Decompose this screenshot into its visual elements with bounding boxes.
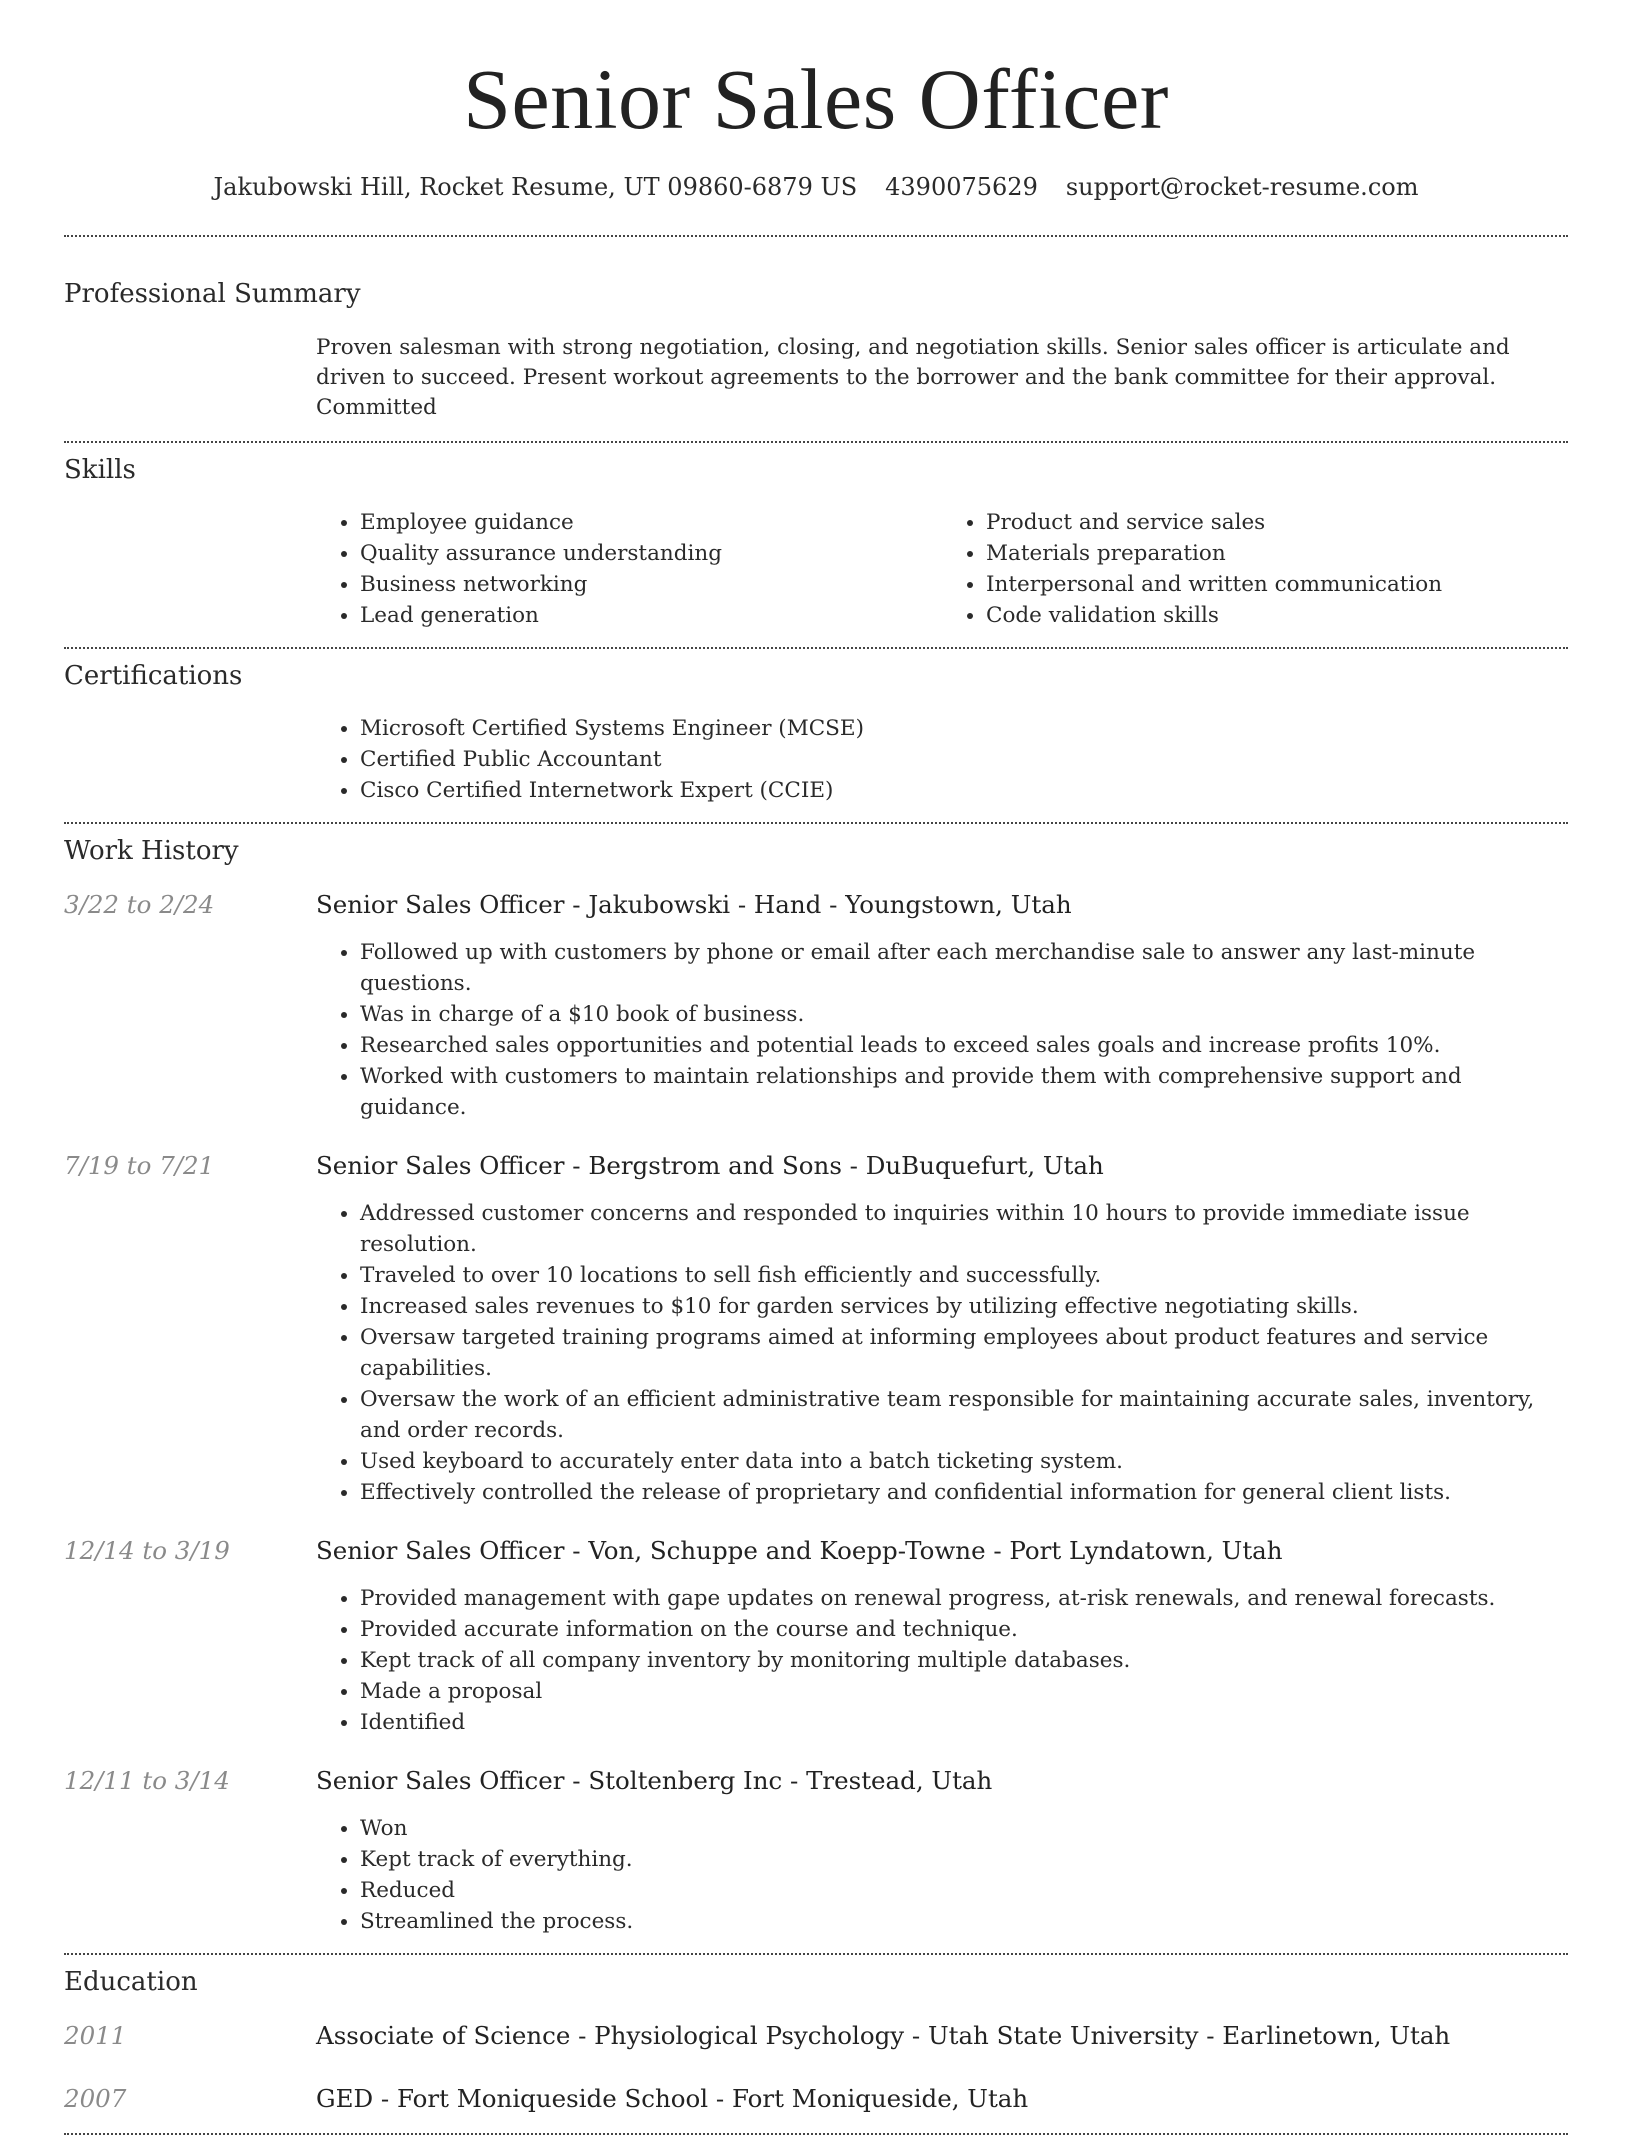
job-entry (64, 1151, 1568, 1508)
divider (64, 2133, 1568, 2135)
list-item: • Identified (360, 1707, 1495, 1738)
list-item: • Worked with customers to maintain relationships and provide them with comprehensive support and guidance. (360, 1061, 1568, 1123)
list-item: • Won (360, 1813, 992, 1844)
skills-heading: Skills (64, 454, 136, 485)
list-item: • Followed up with customers by phone or email after each merchandise sale to answer any last-minute questions. (360, 937, 1568, 999)
job-bullets (316, 1813, 992, 1937)
job-bullets (316, 1198, 1568, 1508)
list-item: • Lead generation (360, 600, 942, 631)
list-item: • Traveled to over 10 locations to sell fish efficiently and successfully. (360, 1260, 1568, 1291)
job-body (316, 1536, 1495, 1738)
summary-heading: Professional Summary (64, 278, 361, 309)
list-item: • Business networking (360, 569, 942, 600)
list-item: • Was in charge of a $10 book of business. (360, 999, 1568, 1030)
page-title: Senior Sales Officer (463, 51, 1169, 147)
list-item: • Oversaw the work of an efficient administrative team responsible for maintaining accurate sales, inventory, and order records. (360, 1384, 1568, 1446)
divider (64, 647, 1568, 649)
contact-line (64, 173, 1568, 201)
job-body (316, 1766, 992, 1937)
job-entry (64, 890, 1568, 1123)
job-dates: 12/11 to 3/14 (64, 1765, 230, 1795)
list-item: • Provided management with gape updates on renewal progress, at-risk renewals, and renewal forecasts. (360, 1583, 1495, 1614)
education-title: Associate of Science - Physiological Psychology - Utah State University - Earlinetown, Utah (316, 2020, 1451, 2050)
contact-address: Jakubowski Hill, Rocket Resume, UT 09860-6879 US (213, 172, 858, 201)
list-item: • Oversaw targeted training programs aimed at informing employees about product features and service capabilities. (360, 1322, 1568, 1384)
divider (64, 1953, 1568, 1955)
education-year: 2011 (64, 2020, 127, 2050)
contact-email: support@rocket-resume.com (1065, 172, 1419, 201)
job-bullets (316, 937, 1568, 1123)
list-item: • Materials preparation (986, 538, 1568, 569)
list-item: • Microsoft Certified Systems Engineer (MCSE) (360, 713, 1568, 744)
list-item: • Code validation skills (986, 600, 1568, 631)
education-entry (64, 2084, 1568, 2113)
job-title: Senior Sales Officer - Stoltenberg Inc - Trestead, Utah (316, 1765, 993, 1795)
list-item: • Employee guidance (360, 507, 942, 538)
list-item: • Effectively controlled the release of proprietary and confidential information for general client lists. (360, 1477, 1568, 1508)
list-item: • Interpersonal and written communication (986, 569, 1568, 600)
work-heading: Work History (64, 835, 239, 866)
list-item: • Addressed customer concerns and responded to inquiries within 10 hours to provide immediate issue resolution. (360, 1198, 1568, 1260)
job-title: Senior Sales Officer - Von, Schuppe and Koepp-Towne - Port Lyndatown, Utah (316, 1535, 1283, 1565)
skills-right-list (942, 507, 1568, 631)
job-dates: 12/14 to 3/19 (64, 1535, 230, 1565)
divider (64, 235, 1568, 237)
divider (64, 441, 1568, 443)
list-item: • Made a proposal (360, 1676, 1495, 1707)
job-title: Senior Sales Officer - Bergstrom and Sons - DuBuquefurt, Utah (316, 1150, 1104, 1180)
list-item: • Product and service sales (986, 507, 1568, 538)
job-entry (64, 1536, 1568, 1738)
job-body (316, 890, 1568, 1123)
job-dates: 3/22 to 2/24 (64, 889, 215, 919)
summary-text: Proven salesman with strong negotiation, closing, and negotiation skills. Senior sales officer is articulate and driven to succeed. Present workout agreements to the borrower and the bank committee for their approval. Committed (316, 334, 1510, 420)
education-year: 2007 (64, 2083, 127, 2113)
list-item: • Quality assurance understanding (360, 538, 942, 569)
education-title: GED - Fort Moniqueside School - Fort Moniqueside, Utah (316, 2083, 1029, 2113)
job-entry (64, 1766, 1568, 1937)
education-entry (64, 2021, 1568, 2050)
certifications-section (316, 713, 1568, 806)
certifications-list (316, 713, 1568, 806)
list-item: • Kept track of all company inventory by monitoring multiple databases. (360, 1645, 1495, 1676)
certifications-heading: Certifications (64, 660, 243, 691)
list-item: • Used keyboard to accurately enter data into a batch ticketing system. (360, 1446, 1568, 1477)
job-title: Senior Sales Officer - Jakubowski - Hand - Youngstown, Utah (316, 889, 1072, 919)
list-item: • Certified Public Accountant (360, 744, 1568, 775)
skills-left-list (316, 507, 942, 631)
list-item: • Cisco Certified Internetwork Expert (CCIE) (360, 775, 1568, 806)
list-item: • Researched sales opportunities and potential leads to exceed sales goals and increase profits 10%. (360, 1030, 1568, 1061)
skills-section (316, 507, 1568, 631)
job-bullets (316, 1583, 1495, 1738)
list-item: • Streamlined the process. (360, 1906, 992, 1937)
job-dates: 7/19 to 7/21 (64, 1150, 215, 1180)
job-body (316, 1151, 1568, 1508)
summary-section (316, 333, 1568, 423)
education-heading: Education (64, 1966, 198, 1997)
contact-phone: 4390075629 (885, 172, 1038, 201)
list-item: • Kept track of everything. (360, 1844, 992, 1875)
list-item: • Increased sales revenues to $10 for garden services by utilizing effective negotiating skills. (360, 1291, 1568, 1322)
list-item: • Reduced (360, 1875, 992, 1906)
list-item: • Provided accurate information on the course and technique. (360, 1614, 1495, 1645)
divider (64, 822, 1568, 824)
